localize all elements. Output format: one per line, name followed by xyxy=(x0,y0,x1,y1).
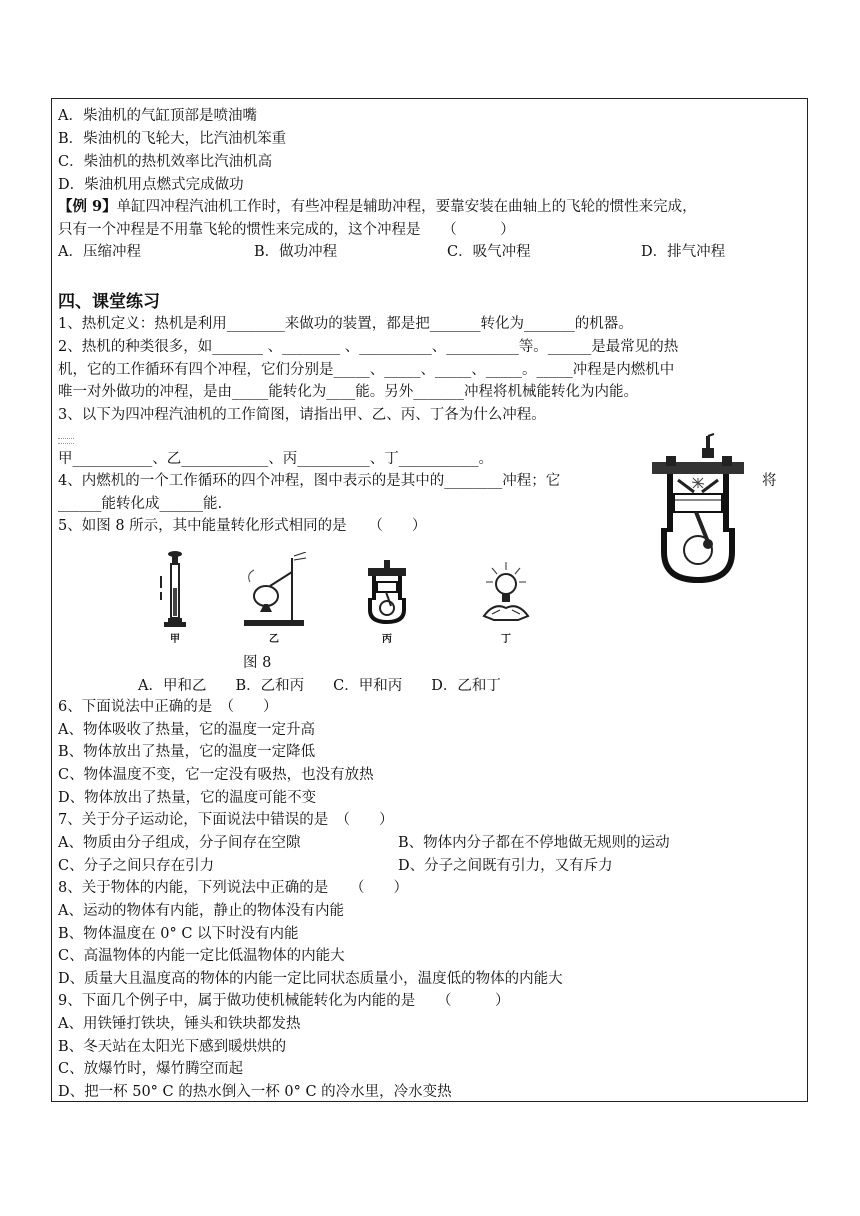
figure8-yi-image xyxy=(240,552,308,630)
engine-diagram xyxy=(648,432,748,584)
ex9-tag: 【例 9】 xyxy=(58,198,117,215)
ex8-option-b: B．柴油机的飞轮大，比汽油机笨重 xyxy=(58,131,287,147)
q8-option-c: C、高温物体的内能一定比低温物体的内能大 xyxy=(58,948,345,964)
q3-line1: 3、以下为四冲程汽油机的工作简图，请指出甲、乙、丙、丁各为什么冲程。 xyxy=(58,407,546,423)
q9-option-b: B、冬天站在太阳光下感到暖烘烘的 xyxy=(58,1039,287,1055)
q3-line2: 甲___________、乙____________、丙__________、丁___________。 xyxy=(58,451,493,467)
q6-option-c: C、物体温度不变，它一定没有吸热，也没有放热 xyxy=(58,767,374,783)
figure8-label-yi: 乙 xyxy=(269,634,279,645)
figure8-label-bing: 丙 xyxy=(382,634,392,645)
ex9-option-b: B．做功冲程 xyxy=(254,244,338,260)
q2-line2: 机，它的工作循环有四个冲程，它们分别是_____、_____、_____、_____。_____冲程是内燃机中 xyxy=(58,362,675,378)
q8-option-b: B、物体温度在 0° C 以下时没有内能 xyxy=(58,926,299,942)
figure8-ding-image xyxy=(478,560,534,624)
figure8-label-jia: 甲 xyxy=(170,634,180,645)
broken-image-placeholder xyxy=(58,438,74,444)
q6-option-b: B、物体放出了热量，它的温度一定降低 xyxy=(58,744,316,760)
q4-line2: ______能转化成______能. xyxy=(58,496,223,512)
q9-option-d: D、把一杯 50° C 的热水倒入一杯 0° C 的冷水里，冷水变热 xyxy=(58,1084,452,1100)
q7-option-d: D、分子之间既有引力，又有斥力 xyxy=(398,858,613,874)
q9-option-a: A、用铁锤打铁块，锤头和铁块都发热 xyxy=(58,1016,301,1032)
ex8-option-a: A．柴油机的气缸顶部是喷油嘴 xyxy=(58,108,257,124)
figure8-jia-image xyxy=(158,548,192,630)
q5-options: A．甲和乙 B．乙和丙 C．甲和丙 D．乙和丁 xyxy=(138,678,501,694)
q9-stem: 9、下面几个例子中，属于做功使机械能转化为内能的是 （ ） xyxy=(58,993,510,1009)
q6-option-d: D、物体放出了热量，它的温度可能不变 xyxy=(58,790,317,806)
q7-option-a: A、物质由分子组成，分子间存在空隙 xyxy=(58,835,301,851)
q6-option-a: A、物体吸收了热量，它的温度一定升高 xyxy=(58,722,315,738)
ex9-option-c: C．吸气冲程 xyxy=(447,244,531,260)
figure8-label-ding: 丁 xyxy=(501,634,511,645)
q9-option-c: C、放爆竹时，爆竹腾空而起 xyxy=(58,1061,244,1077)
q1: 1、热机定义：热机是利用________来做功的装置，都是把_______转化为_______的机器。 xyxy=(58,316,633,332)
q8-stem: 8、关于物体的内能，下列说法中正确的是 （ ） xyxy=(58,880,408,896)
figure8-caption: 图 8 xyxy=(243,655,272,671)
q2-line3: 唯一对外做功的冲程，是由_____能转化为____能。另外_______冲程将机械能转化为内能。 xyxy=(58,384,638,400)
q5-stem: 5、如图 8 所示，其中能量转化形式相同的是 （ ） xyxy=(58,518,427,534)
q7-option-c: C、分子之间只存在引力 xyxy=(58,858,215,874)
q2-line1: 2、热机的种类很多，如_______ 、________ 、__________、__________等。______是最常见的热 xyxy=(58,339,679,355)
q6-stem: 6、下面说法中正确的是 （ ） xyxy=(58,699,278,715)
ex9-text1: 单缸四冲程汽油机工作时，有些冲程是辅助冲程，要靠安装在曲轴上的飞轮的惯性来完成， xyxy=(116,199,697,215)
ex9-option-a: A．压缩冲程 xyxy=(58,244,141,260)
q8-option-a: A、运动的物体有内能，静止的物体没有内能 xyxy=(58,903,344,919)
ex9-line2: 只有一个冲程是不用靠飞轮的惯性来完成的，这个冲程是 （ ） xyxy=(58,222,515,238)
ex9-line1 xyxy=(58,197,697,217)
q4-line1-end: 将 xyxy=(762,473,777,489)
q7-option-b: B、物体内分子都在不停地做无规则的运动 xyxy=(398,835,670,851)
figure8-bing-image xyxy=(364,560,410,624)
q8-option-d: D、质量大且温度高的物体的内能一定比同状态质量小，温度低的物体的内能大 xyxy=(58,971,563,987)
section-title: 四、课堂练习 xyxy=(58,292,160,312)
ex8-option-c: C．柴油机的热机效率比汽油机高 xyxy=(58,154,273,170)
ex8-option-d: D．柴油机用点燃式完成做功 xyxy=(58,177,244,193)
q7-stem: 7、关于分子运动论，下面说法中错误的是 （ ） xyxy=(58,812,394,828)
q4-line1: 4、内燃机的一个工作循环的四个冲程，图中表示的是其中的________冲程；它 xyxy=(58,473,561,489)
ex9-option-d: D．排气冲程 xyxy=(641,244,726,260)
